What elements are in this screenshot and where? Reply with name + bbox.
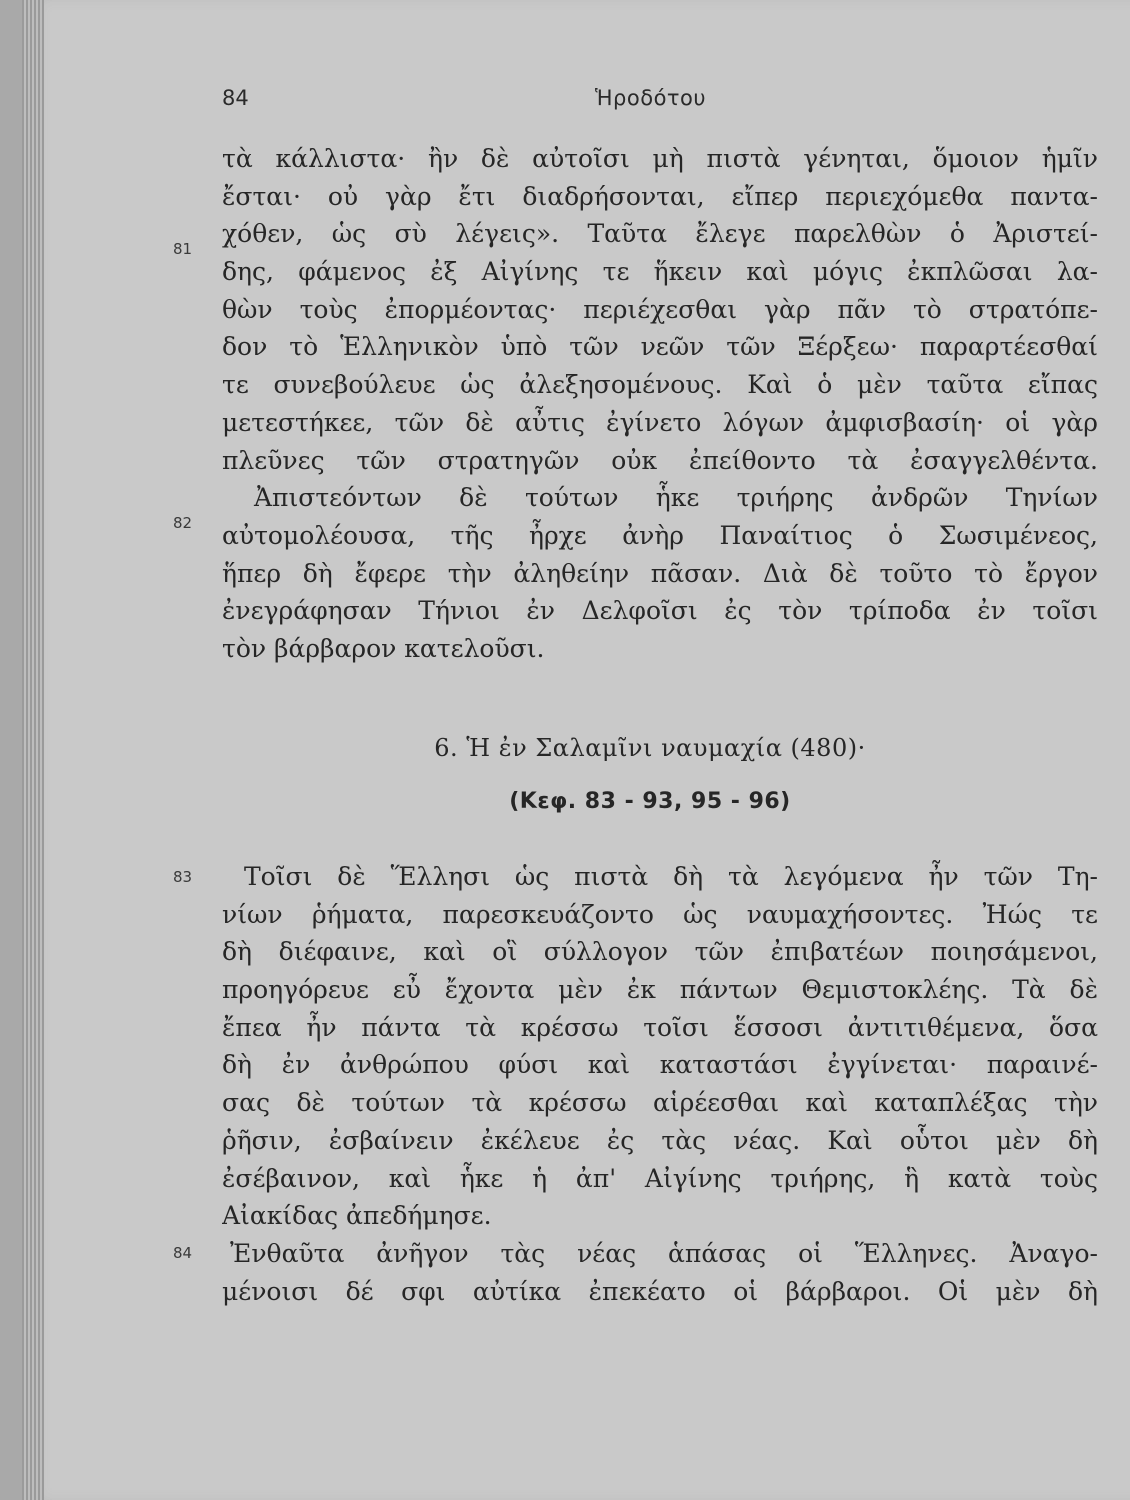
page-number: 84: [222, 86, 249, 110]
margin-chapter-number: 83: [173, 868, 193, 886]
text-line: προηγόρευε εὖ ἔχοντα μὲν ἐκ πάντων Θεμιστοκλέης. Τὰ δὲ: [222, 975, 1098, 1005]
text-line: νίων ῥήματα, παρεσκευάζοντο ὡς ναυμαχήσοντες. Ἠώς τε: [222, 899, 1098, 929]
paragraph-block-2: [222, 858, 1098, 1310]
text-line: δὴ ἐν ἀνθρώπου φύσι καὶ καταστάσι ἐγγίνεται· παραινέ-: [222, 1050, 1098, 1080]
text-line: μετεστήκεε, τῶν δὲ αὖτις ἐγίνετο λόγων ἀμφισβασίη· οἱ γὰρ: [222, 407, 1098, 437]
text-line: δὴ διέφαινε, καὶ οἳ σύλλογον τῶν ἐπιβατέων ποιησάμενοι,: [222, 937, 1098, 967]
section-subtitle: (Κεφ. 83 - 93, 95 - 96): [509, 789, 791, 814]
text-line: ῥῆσιν, ἐσβαίνειν ἐκέλευε ἐς τὰς νέας. Καὶ οὗτοι μὲν δὴ: [222, 1125, 1098, 1155]
text-line: δον τὸ Ἑλληνικὸν ὑπὸ τῶν νεῶν τῶν Ξέρξεω· παραρτέεσθαί: [222, 332, 1098, 362]
text-line: αὐτομολέουσα, τῆς ἦρχε ἀνὴρ Παναίτιος ὁ Σωσιμένεος,: [222, 520, 1098, 550]
margin-chapter-number: 84: [173, 1244, 193, 1262]
text-line: ἔπεα ἦν πάντα τὰ κρέσσω τοῖσι ἕσσοσι ἀντιτιθέμενα, ὅσα: [222, 1012, 1098, 1042]
page-header: [200, 86, 1100, 116]
text-line: μένοισι δέ σφι αὐτίκα ἐπεκέατο οἱ βάρβαροι. Οἱ μὲν δὴ: [222, 1276, 1098, 1306]
running-head: Ἡροδότου: [595, 86, 707, 110]
page-edge: [22, 0, 44, 1500]
text-line: τὸν βάρβαρον κατελοῦσι.: [222, 633, 545, 663]
text-line: δης, φάμενος ἐξ Αἰγίνης τε ἥκειν καὶ μόγις ἐκπλῶσαι λα-: [222, 257, 1098, 287]
text-line: χόθεν, ὡς σὺ λέγεις». Ταῦτα ἔλεγε παρελθὼν ὁ Ἀριστεί-: [222, 219, 1098, 249]
text-line: πλεῦνες τῶν στρατηγῶν οὐκ ἐπείθοντο τὰ ἐσαγγελθέντα.: [222, 445, 1098, 475]
text-line: Τοῖσι δὲ Ἕλλησι ὡς πιστὰ δὴ τὰ λεγόμενα ἦν τῶν Τη-: [244, 862, 1098, 891]
margin-chapter-number: 81: [173, 240, 193, 258]
text-line: θὼν τοὺς ἐπορμέοντας· περιέχεσθαι γὰρ πᾶν τὸ στρατόπε-: [222, 294, 1098, 324]
text-line: τὰ κάλλιστα· ἢν δὲ αὐτοῖσι μὴ πιστὰ γένηται, ὅμοιον ἡμῖν: [222, 144, 1098, 173]
text-line: Ἐνθαῦτα ἀνῆγον τὰς νέας ἁπάσας οἱ Ἕλληνες. Ἀναγο-: [230, 1238, 1098, 1268]
text-line: Αἰακίδας ἀπεδήμησε.: [222, 1201, 492, 1231]
margin-chapter-number: 82: [173, 514, 193, 532]
text-line: ἐσέβαινον, καὶ ἧκε ἡ ἀπ' Αἰγίνης τριήρης, ἣ κατὰ τοὺς: [222, 1163, 1098, 1193]
text-line: τε συνεβούλευε ὡς ἀλεξησομένους. Καὶ ὁ μὲν ταῦτα εἴπας: [222, 370, 1098, 400]
section-title: 6. Ἡ ἐν Σαλαμῖνι ναυμαχία (480)·: [434, 734, 866, 762]
paragraph-block-1: [222, 140, 1098, 668]
text-line: σας δὲ τούτων τὰ κρέσσω αἱρέεσθαι καὶ καταπλέξας τὴν: [222, 1088, 1098, 1118]
text-line: ἔσται· οὐ γὰρ ἔτι διαδρήσονται, εἴπερ περιεχόμεθα παντα-: [222, 181, 1098, 211]
text-line: ἐνεγράφησαν Τήνιοι ἐν Δελφοῖσι ἐς τὸν τρίποδα ἐν τοῖσι: [222, 596, 1098, 626]
text-line: Ἀπιστεόντων δὲ τούτων ἧκε τριήρης ἀνδρῶν Τηνίων: [254, 483, 1098, 513]
text-line: ἥπερ δὴ ἔφερε τὴν ἀληθείην πᾶσαν. Διὰ δὲ τοῦτο τὸ ἔργον: [222, 558, 1098, 588]
